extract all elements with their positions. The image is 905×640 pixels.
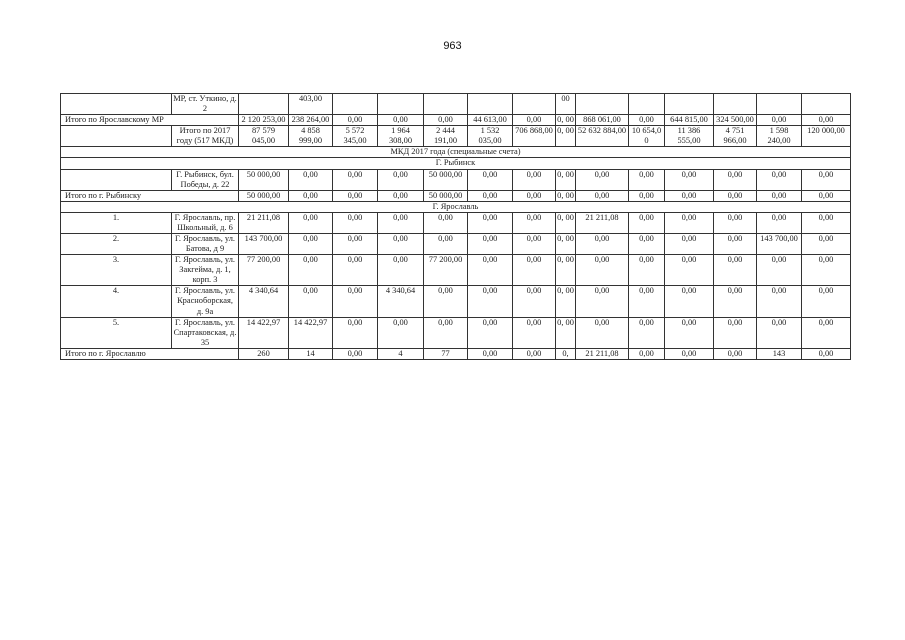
value-cell: 50 000,00 bbox=[424, 169, 468, 190]
value-cell bbox=[802, 94, 851, 115]
value-cell: 4 751 966,00 bbox=[714, 126, 757, 147]
row-number: 4. bbox=[61, 286, 172, 317]
value-cell: 0,00 bbox=[714, 286, 757, 317]
value-cell: 0,00 bbox=[513, 169, 556, 190]
value-cell: 14 bbox=[289, 348, 333, 359]
row-number: 5. bbox=[61, 317, 172, 348]
value-cell: 0, 00 bbox=[556, 317, 576, 348]
address-cell: Г. Ярославль, ул. Спартаковская, д. 35 bbox=[172, 317, 239, 348]
value-cell: 0,00 bbox=[576, 286, 629, 317]
row-number bbox=[61, 126, 172, 147]
value-cell: 0,00 bbox=[333, 317, 378, 348]
value-cell: 0,00 bbox=[289, 286, 333, 317]
address-cell: Г. Ярославль, ул. Батова, д 9 bbox=[172, 234, 239, 255]
value-cell: 0,00 bbox=[629, 286, 665, 317]
value-cell bbox=[665, 94, 714, 115]
value-cell: 0,00 bbox=[378, 115, 424, 126]
value-cell: 0,00 bbox=[714, 317, 757, 348]
value-cell: 0,00 bbox=[289, 234, 333, 255]
value-cell: 0,00 bbox=[714, 348, 757, 359]
value-cell: 0,00 bbox=[714, 255, 757, 286]
value-cell: 0,00 bbox=[513, 190, 556, 201]
value-cell: 0,00 bbox=[378, 212, 424, 233]
value-cell bbox=[424, 94, 468, 115]
value-cell: 706 868,00 bbox=[513, 126, 556, 147]
value-cell: 0,00 bbox=[757, 255, 802, 286]
section-header-row bbox=[61, 201, 851, 212]
total-label: Итого по г. Рыбинску bbox=[61, 190, 239, 201]
address-cell: Г. Ярославль, ул. Краснобoрская, д. 9а bbox=[172, 286, 239, 317]
value-cell bbox=[239, 94, 289, 115]
total-label: Итого по г. Ярославлю bbox=[61, 348, 239, 359]
table-row bbox=[61, 169, 851, 190]
value-cell: 0,00 bbox=[802, 234, 851, 255]
value-cell: 0,00 bbox=[629, 348, 665, 359]
total-row bbox=[61, 348, 851, 359]
row-number: 1. bbox=[61, 212, 172, 233]
value-cell: 644 815,00 bbox=[665, 115, 714, 126]
value-cell: 0,00 bbox=[665, 255, 714, 286]
total-row bbox=[61, 115, 851, 126]
value-cell: 0,00 bbox=[629, 234, 665, 255]
value-cell: 0,00 bbox=[714, 234, 757, 255]
value-cell: 238 264,00 bbox=[289, 115, 333, 126]
value-cell: 0,00 bbox=[424, 234, 468, 255]
value-cell bbox=[714, 94, 757, 115]
value-cell: 0,00 bbox=[757, 212, 802, 233]
value-cell: 0,00 bbox=[378, 255, 424, 286]
value-cell: 0,00 bbox=[802, 212, 851, 233]
value-cell: 0,00 bbox=[513, 115, 556, 126]
row-number: 2. bbox=[61, 234, 172, 255]
value-cell: 868 061,00 bbox=[576, 115, 629, 126]
value-cell: 0,00 bbox=[629, 169, 665, 190]
value-cell: 77 200,00 bbox=[424, 255, 468, 286]
value-cell bbox=[576, 94, 629, 115]
value-cell: 0,00 bbox=[802, 115, 851, 126]
section-header-row bbox=[61, 147, 851, 158]
value-cell: 324 500,00 bbox=[714, 115, 757, 126]
value-cell: 0,00 bbox=[468, 190, 513, 201]
table-row bbox=[61, 234, 851, 255]
value-cell: 21 211,08 bbox=[576, 348, 629, 359]
value-cell: 403,00 bbox=[289, 94, 333, 115]
value-cell: 50 000,00 bbox=[424, 190, 468, 201]
value-cell: 0,00 bbox=[629, 190, 665, 201]
value-cell: 0,00 bbox=[665, 169, 714, 190]
value-cell: 0,00 bbox=[629, 317, 665, 348]
value-cell: 0, 00 bbox=[557, 190, 574, 200]
value-cell: 0,00 bbox=[333, 190, 378, 201]
total-row bbox=[61, 190, 851, 201]
value-cell: 0,00 bbox=[468, 234, 513, 255]
value-cell: 2 444 191,00 bbox=[424, 126, 468, 147]
value-cell: 0,00 bbox=[424, 317, 468, 348]
section-header-row bbox=[61, 158, 851, 169]
value-cell: 0,00 bbox=[714, 169, 757, 190]
value-cell: 0,00 bbox=[629, 212, 665, 233]
value-cell: 0,00 bbox=[665, 317, 714, 348]
value-cell: 77 bbox=[424, 348, 468, 359]
value-cell: 0,00 bbox=[576, 317, 629, 348]
value-cell: 0,00 bbox=[333, 286, 378, 317]
value-cell: 0,00 bbox=[757, 115, 802, 126]
value-cell: 0,00 bbox=[665, 348, 714, 359]
value-cell: 0, bbox=[556, 348, 576, 359]
value-cell: 0,00 bbox=[289, 190, 333, 201]
value-cell: 0,00 bbox=[333, 234, 378, 255]
address-cell: Г. Ярославль, ул. Закгейма, д. 1, корп. 3 bbox=[172, 255, 239, 286]
value-cell: 87 579 045,00 bbox=[239, 126, 289, 147]
value-cell: 0,00 bbox=[576, 234, 629, 255]
value-cell: 0,00 bbox=[629, 255, 665, 286]
value-cell: 0,00 bbox=[576, 190, 629, 201]
value-cell: 0,00 bbox=[714, 190, 757, 201]
value-cell: 14 422,97 bbox=[289, 317, 333, 348]
table-row bbox=[61, 255, 851, 286]
address-cell: Г. Ярославль, пр. Школьный, д. 6 bbox=[172, 212, 239, 233]
value-cell: 0,00 bbox=[468, 255, 513, 286]
value-cell: 0, 00 bbox=[557, 115, 574, 125]
table-row bbox=[61, 286, 851, 317]
value-cell: 0,00 bbox=[289, 255, 333, 286]
value-cell: 0,00 bbox=[802, 255, 851, 286]
value-cell: 11 386 555,00 bbox=[665, 126, 714, 147]
value-cell: 0,00 bbox=[802, 348, 851, 359]
section-header: Г. Ярославль bbox=[61, 201, 851, 212]
table-row bbox=[61, 317, 851, 348]
value-cell: 0,00 bbox=[513, 286, 556, 317]
value-cell: 0,00 bbox=[468, 348, 513, 359]
value-cell: 143 700,00 bbox=[239, 234, 289, 255]
value-cell: 0,00 bbox=[757, 169, 802, 190]
value-cell: 0,00 bbox=[468, 286, 513, 317]
value-cell: 0,00 bbox=[629, 115, 665, 126]
value-cell: 143 bbox=[757, 348, 802, 359]
table-row bbox=[61, 94, 851, 115]
value-cell bbox=[468, 94, 513, 115]
value-cell: 0,00 bbox=[513, 317, 556, 348]
value-cell: 0,00 bbox=[665, 212, 714, 233]
value-cell: 0, 00 bbox=[556, 212, 576, 233]
value-cell: 0,00 bbox=[576, 255, 629, 286]
row-number bbox=[61, 94, 172, 115]
value-cell: 1 964 308,00 bbox=[378, 126, 424, 147]
value-cell: 0, 00 bbox=[556, 169, 576, 190]
value-cell: 4 858 999,00 bbox=[289, 126, 333, 147]
section-header: Г. Рыбинск bbox=[61, 158, 851, 169]
address-cell: Г. Рыбинск, бул. Победы, д. 22 bbox=[172, 169, 239, 190]
address-cell: МР, ст. Уткино, д. 2 bbox=[173, 94, 237, 114]
value-cell: 0,00 bbox=[378, 169, 424, 190]
value-cell: 0,00 bbox=[576, 169, 629, 190]
value-cell: 0,00 bbox=[513, 255, 556, 286]
value-cell: 14 422,97 bbox=[239, 317, 289, 348]
value-cell: 0,00 bbox=[378, 190, 424, 201]
row-number: 3. bbox=[61, 255, 172, 286]
value-cell: 77 200,00 bbox=[239, 255, 289, 286]
value-cell: 0,00 bbox=[333, 169, 378, 190]
value-cell: 0,00 bbox=[665, 190, 714, 201]
row-number bbox=[61, 169, 172, 190]
value-cell bbox=[629, 94, 665, 115]
value-cell: 0,00 bbox=[802, 169, 851, 190]
value-cell: 0,00 bbox=[665, 286, 714, 317]
table-row bbox=[61, 212, 851, 233]
value-cell: 0, 00 bbox=[556, 255, 576, 286]
value-cell: 0, 00 bbox=[556, 286, 576, 317]
value-cell: 21 211,08 bbox=[576, 212, 629, 233]
value-cell: 0,00 bbox=[468, 317, 513, 348]
value-cell: 0,00 bbox=[289, 212, 333, 233]
value-cell: 0,00 bbox=[333, 348, 378, 359]
value-cell bbox=[333, 94, 378, 115]
value-cell: 0, 00 bbox=[556, 234, 576, 255]
value-cell: 0,00 bbox=[468, 212, 513, 233]
value-cell bbox=[378, 94, 424, 115]
value-cell: 0,00 bbox=[468, 169, 513, 190]
value-cell: 0,00 bbox=[333, 115, 378, 126]
table-row bbox=[61, 126, 851, 147]
value-cell: 143 700,00 bbox=[757, 234, 802, 255]
value-cell: 44 613,00 bbox=[468, 115, 513, 126]
value-cell: 0,00 bbox=[757, 286, 802, 317]
capital-repair-table bbox=[60, 93, 851, 360]
value-cell: 0,00 bbox=[802, 190, 851, 201]
value-cell: 4 bbox=[378, 348, 424, 359]
value-cell: 50 000,00 bbox=[239, 190, 289, 201]
value-cell: 0,00 bbox=[424, 212, 468, 233]
page-number: 963 bbox=[443, 40, 462, 52]
value-cell: 0,00 bbox=[333, 212, 378, 233]
value-cell: 260 bbox=[239, 348, 289, 359]
value-cell: 1 598 240,00 bbox=[757, 126, 802, 147]
value-cell: 0,00 bbox=[714, 212, 757, 233]
address-cell: Итого по 2017 году (517 МКД) bbox=[172, 126, 239, 147]
value-cell: 0,00 bbox=[513, 212, 556, 233]
section-header: МКД 2017 года (специальные счета) bbox=[61, 147, 851, 158]
value-cell: 0,00 bbox=[289, 169, 333, 190]
value-cell: 0,00 bbox=[802, 317, 851, 348]
value-cell bbox=[757, 94, 802, 115]
value-cell: 0,00 bbox=[757, 190, 802, 201]
value-cell: 0,00 bbox=[802, 286, 851, 317]
value-cell: 0,00 bbox=[757, 317, 802, 348]
value-cell: 0,00 bbox=[378, 317, 424, 348]
value-cell: 4 340,64 bbox=[378, 286, 424, 317]
value-cell bbox=[513, 94, 556, 115]
value-cell: 5 572 345,00 bbox=[333, 126, 378, 147]
value-cell: 0,00 bbox=[665, 234, 714, 255]
total-label: Итого по Ярославскому МР bbox=[61, 115, 239, 126]
value-cell: 10 654,0 0 bbox=[629, 126, 665, 147]
value-cell: 0,00 bbox=[378, 234, 424, 255]
value-cell: 0,00 bbox=[424, 115, 468, 126]
value-cell: 0,00 bbox=[333, 255, 378, 286]
value-cell: 21 211,08 bbox=[239, 212, 289, 233]
value-cell: 2 120 253,00 bbox=[239, 115, 289, 126]
value-cell: 0, 00 bbox=[556, 126, 576, 147]
value-cell: 0,00 bbox=[424, 286, 468, 317]
value-cell: 00 bbox=[556, 94, 576, 115]
value-cell: 50 000,00 bbox=[239, 169, 289, 190]
value-cell: 4 340,64 bbox=[239, 286, 289, 317]
value-cell: 0,00 bbox=[513, 348, 556, 359]
value-cell: 52 632 884,00 bbox=[576, 126, 629, 147]
value-cell: 120 000,00 bbox=[802, 126, 851, 147]
value-cell: 0,00 bbox=[513, 234, 556, 255]
value-cell: 1 532 035,00 bbox=[468, 126, 513, 147]
